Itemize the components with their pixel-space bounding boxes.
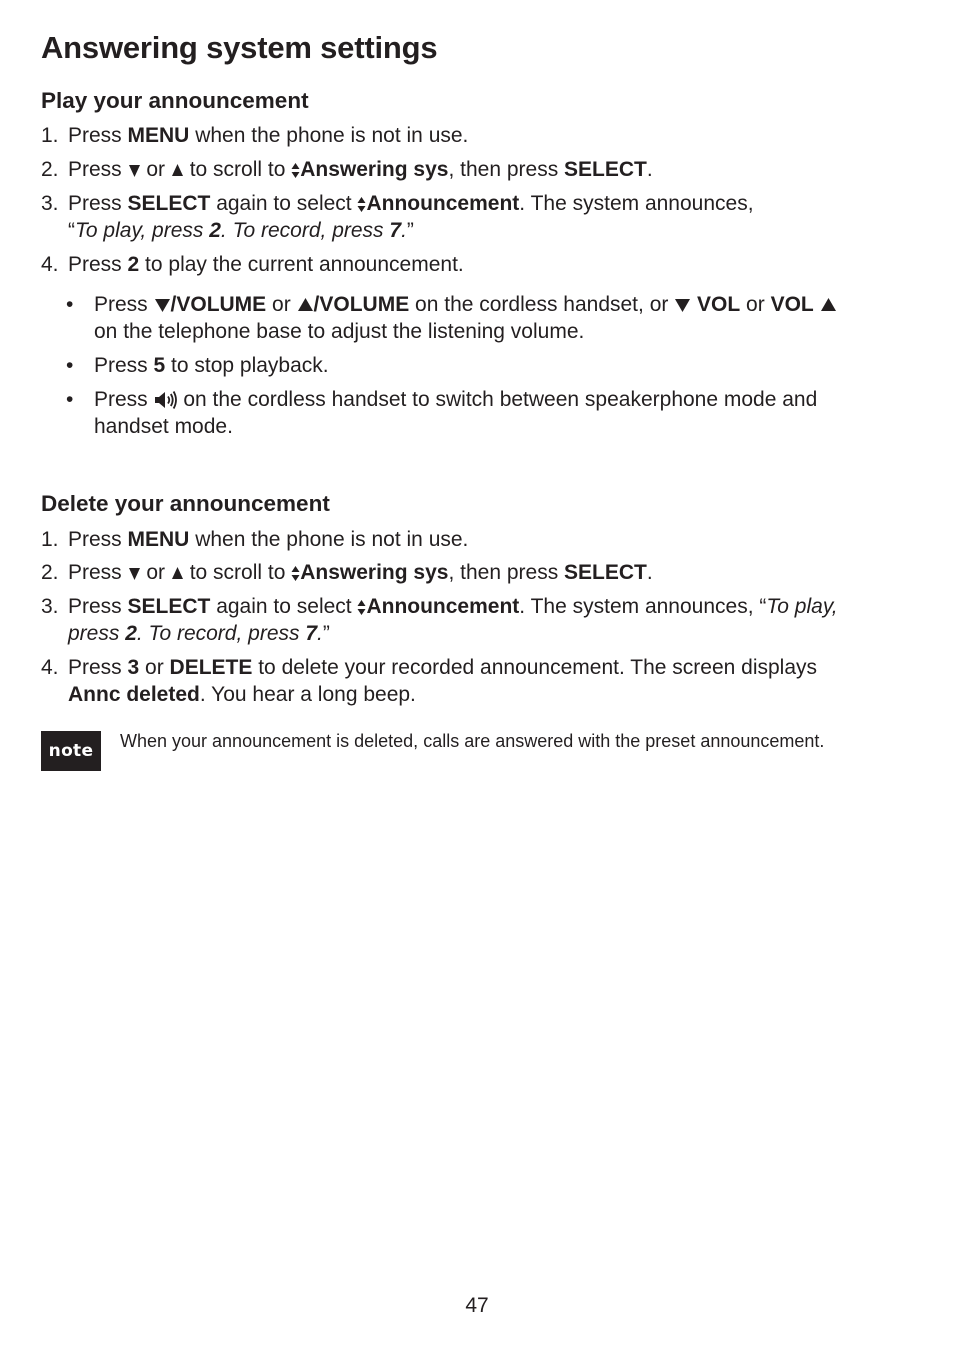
- play-step-1: 1. Press MENU when the phone is not in use.: [41, 124, 469, 147]
- menu-key: MENU: [127, 124, 190, 147]
- speaker-icon: [154, 390, 178, 410]
- up-arrow-icon: [297, 297, 314, 313]
- note-text: When your announcement is deleted, calls are answered with the preset announcement.: [120, 731, 825, 751]
- page-title: Answering system settings: [41, 30, 438, 65]
- delete-step-3: 3. Press SELECT again to select Announcement. The system announces, “To play, press 2. To record, press 7.”: [41, 595, 838, 645]
- up-down-arrow-icon: [291, 565, 300, 582]
- delete-step-4: 4. Press 3 or DELETE to delete your recorded announcement. The screen displays Annc deleted. You hear a long beep.: [41, 656, 818, 706]
- up-arrow-icon: [171, 566, 184, 581]
- play-bullet-volume: • Press /VOLUME or /VOLUME on the cordless handset, or VOL or VOL on the telephone base to adjust the listening volume.: [66, 291, 911, 345]
- bullet-dot: •: [66, 293, 74, 316]
- step-number: 3.: [41, 595, 59, 618]
- bullet-dot: •: [66, 354, 74, 377]
- down-arrow-icon: [154, 297, 171, 313]
- delete-heading: Delete your announcement: [41, 491, 330, 516]
- menu-key: MENU: [127, 528, 190, 551]
- play-step-3: 3. Press SELECT again to select Announcement. The system announces, “To play, press 2. To record, press 7.”: [41, 192, 754, 242]
- up-down-arrow-icon: [291, 162, 300, 179]
- screen-display-text: Annc deleted: [68, 683, 200, 706]
- play-bullet-stop: • Press 5 to stop playback.: [66, 354, 329, 377]
- step-number: 1.: [41, 124, 59, 147]
- down-arrow-icon: [128, 163, 141, 178]
- page-number: 47: [465, 1294, 489, 1317]
- delete-step-2: 2. Press or to scroll to Answering sys, then press SELECT.: [41, 561, 653, 584]
- play-bullet-speaker: • Press on the cordless handset to switch between speakerphone mode and handset mode.: [66, 388, 818, 438]
- step-number: 4.: [41, 656, 59, 679]
- step-number: 1.: [41, 528, 59, 551]
- step-number: 4.: [41, 253, 59, 276]
- down-arrow-icon: [128, 566, 141, 581]
- up-arrow-icon: [171, 163, 184, 178]
- step-number: 3.: [41, 192, 59, 215]
- delete-step-1: 1. Press MENU when the phone is not in use.: [41, 528, 469, 551]
- up-arrow-icon: [820, 297, 837, 313]
- bullet-dot: •: [66, 388, 74, 411]
- play-step-2: 2. Press or to scroll to Answering sys, then press SELECT.: [41, 158, 653, 181]
- play-step-4: 4. Press 2 to play the current announcement.: [41, 253, 464, 276]
- note-badge: note: [41, 731, 101, 771]
- step-number: 2.: [41, 561, 59, 584]
- down-arrow-icon: [674, 297, 691, 313]
- step-number: 2.: [41, 158, 59, 181]
- play-heading: Play your announcement: [41, 88, 309, 113]
